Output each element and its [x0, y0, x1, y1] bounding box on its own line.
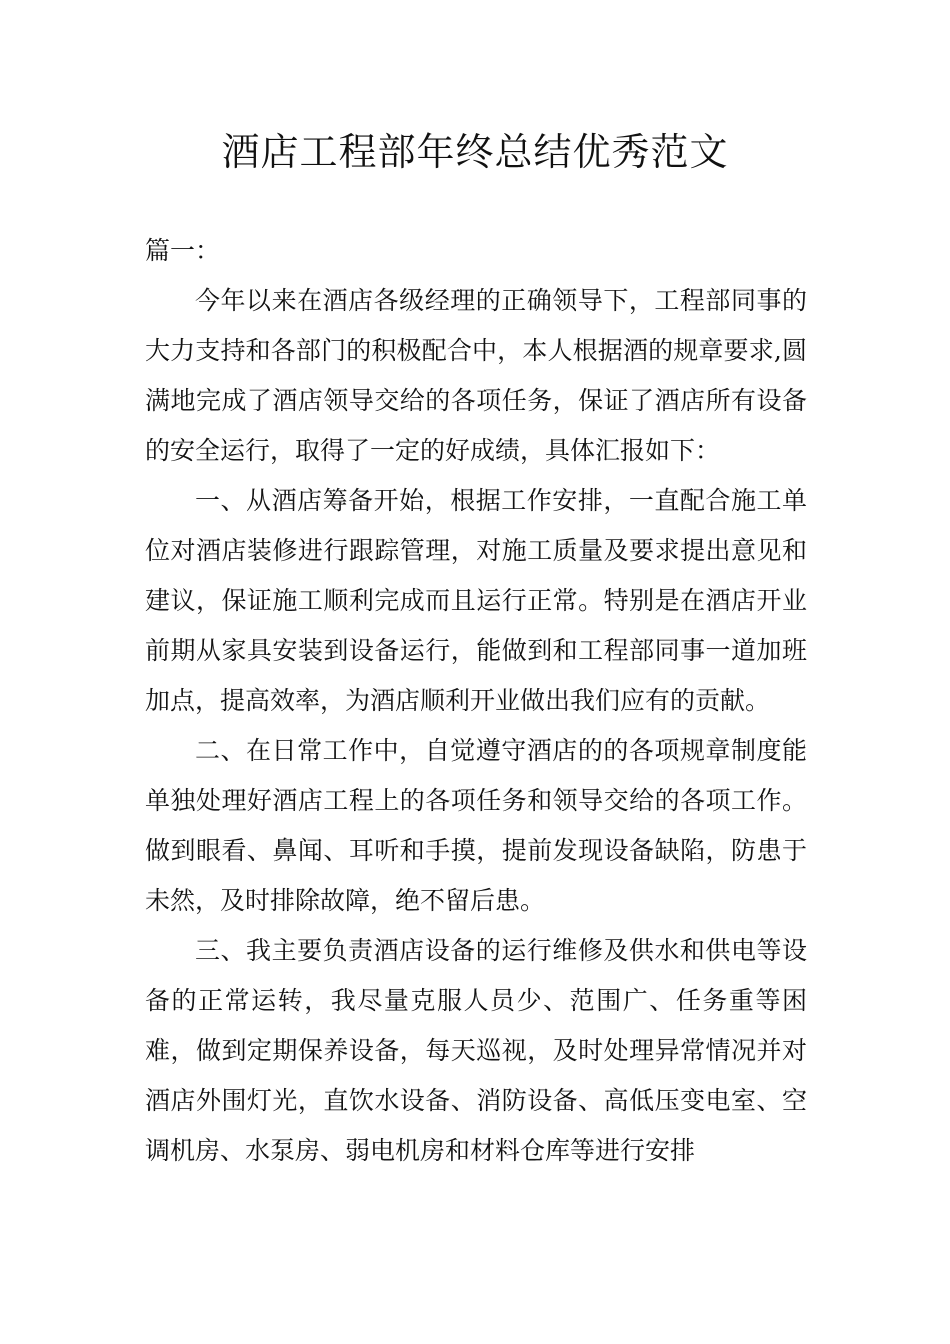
paragraph-intro: 今年以来在酒店各级经理的正确领导下，工程部同事的大力支持和各部门的积极配合中，本人根据酒的规章要求,圆满地完成了酒店领导交给的各项任务，保证了酒店所有设备的安全运行，取得了一定的好成绩，具体汇报如下： [145, 286, 807, 465]
section-label: 篇一： [145, 236, 221, 265]
paragraph-item-2: 二、在日常工作中，自觉遵守酒店的的各项规章制度能单独处理好酒店工程上的各项任务和领导交给的各项工作。做到眼看、鼻闻、耳听和手摸，提前发现设备缺陷，防患于未然，及时排除故障，绝不留后患。 [145, 736, 807, 915]
paragraph-item-1: 一、从酒店筹备开始，根据工作安排，一直配合施工单位对酒店装修进行跟踪管理，对施工质量及要求提出意见和建议，保证施工顺利完成而且运行正常。特别是在酒店开业前期从家具安装到设备运行，能做到和工程部同事一道加班加点，提高效率，为酒店顺利开业做出我们应有的贡献。 [145, 486, 807, 715]
document-body [145, 226, 807, 1176]
paragraph-item-3: 三、我主要负责酒店设备的运行维修及供水和供电等设备的正常运转，我尽量克服人员少、范围广、任务重等困难，做到定期保养设备，每天巡视，及时处理异常情况并对酒店外围灯光，直饮水设备、消防设备、高低压变电室、空调机房、水泵房、弱电机房和材料仓库等进行安排 [145, 936, 807, 1165]
document-title: 酒店工程部年终总结优秀范文 [221, 130, 729, 174]
